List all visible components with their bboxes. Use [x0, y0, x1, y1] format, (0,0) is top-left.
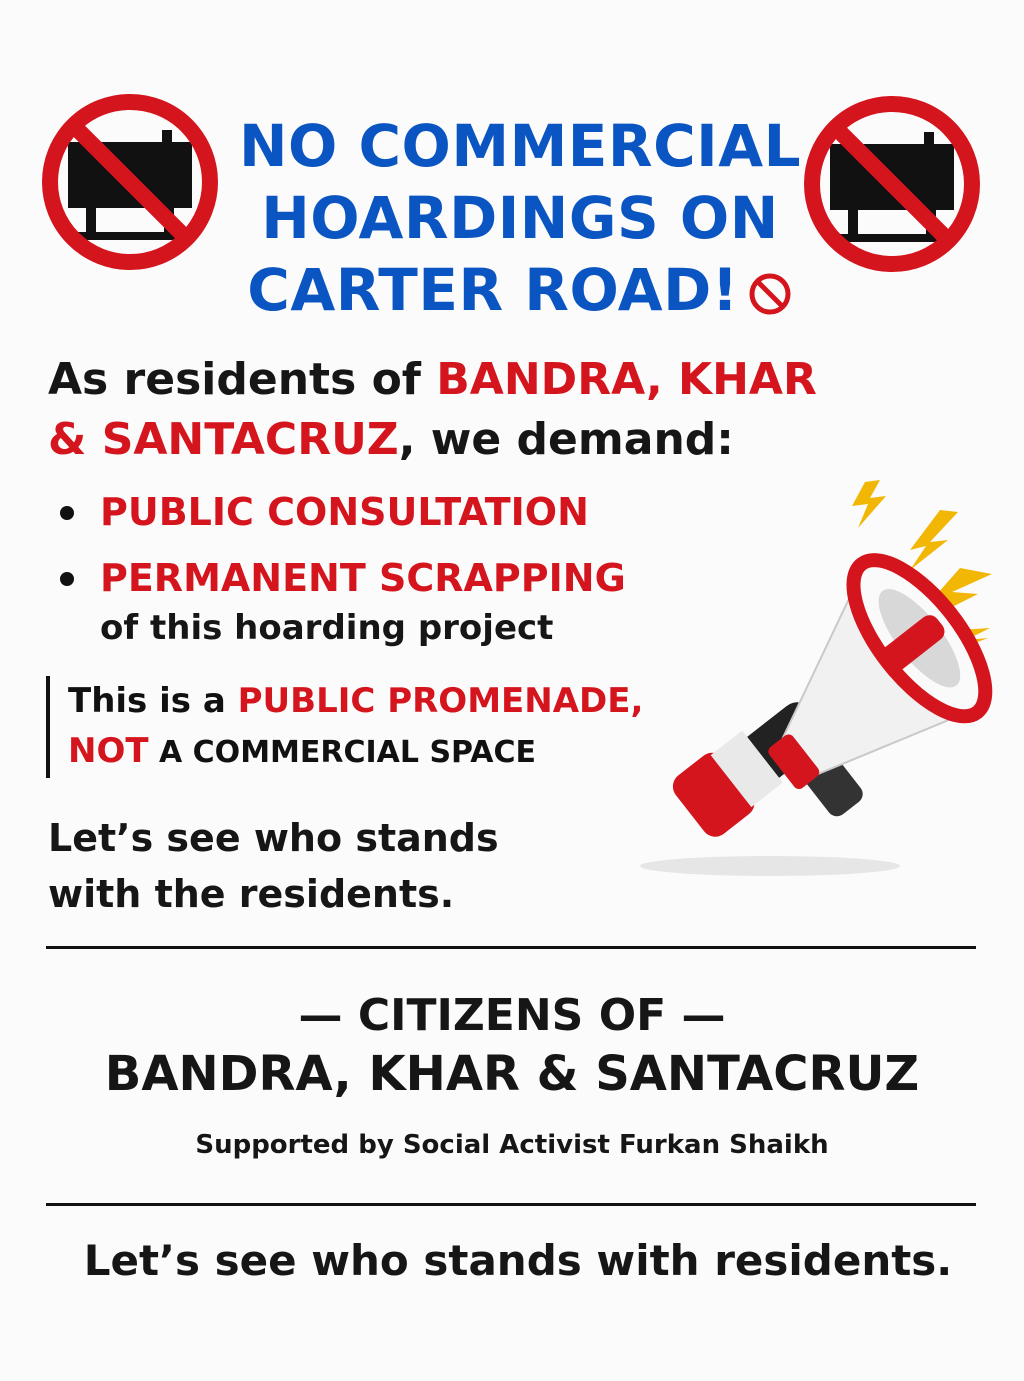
intro-places: & SANTACRUZ	[48, 414, 399, 465]
signature-places: BANDRA, KHAR & SANTACRUZ	[104, 1046, 920, 1102]
statement-prefix: This is a	[68, 681, 238, 721]
intro-line	[48, 350, 888, 410]
bullet-icon	[60, 572, 74, 586]
prohibited-icon	[747, 271, 793, 317]
intro-suffix: , we demand:	[398, 414, 734, 465]
title-line: NO COMMERCIAL	[238, 112, 802, 180]
title-line-text: CARTER ROAD!	[247, 256, 739, 324]
statement-not: NOT	[68, 731, 149, 771]
list-item-sub: of this hoarding project	[100, 608, 554, 648]
callout-line: Let’s see who stands	[48, 816, 499, 860]
title-line: HOARDINGS ON	[261, 184, 779, 252]
statement-line	[68, 726, 708, 778]
list-item-label: PUBLIC CONSULTATION	[100, 490, 589, 534]
page-title	[180, 110, 860, 326]
list-item-label: PERMANENT SCRAPPING	[100, 556, 626, 600]
support-name: Furkan Shaikh	[618, 1130, 829, 1160]
title-line	[180, 254, 860, 326]
statement-line	[68, 676, 708, 726]
divider	[46, 1203, 976, 1206]
list-item	[60, 552, 680, 604]
signature-heading: — CITIZENS OF —	[298, 990, 726, 1041]
callout-line: with the residents.	[48, 872, 455, 916]
promenade-statement	[46, 676, 708, 778]
intro-prefix: As residents of	[48, 354, 437, 405]
megaphone-icon	[630, 470, 1010, 890]
intro-line	[48, 410, 888, 470]
callout-text	[48, 810, 568, 922]
list-item	[60, 486, 680, 538]
bullet-icon	[60, 506, 74, 520]
statement-highlight: PUBLIC PROMENADE,	[237, 681, 644, 721]
demand-intro	[48, 350, 888, 470]
divider	[46, 946, 976, 949]
statement-rest: A COMMERCIAL SPACE	[148, 735, 537, 770]
demand-list	[60, 486, 680, 652]
intro-places: BANDRA, KHAR	[436, 354, 817, 405]
support-prefix: Supported by Social Activist	[195, 1130, 619, 1160]
footer-text: Let’s see who stands with residents.	[83, 1236, 953, 1285]
support-line	[0, 1130, 1024, 1160]
